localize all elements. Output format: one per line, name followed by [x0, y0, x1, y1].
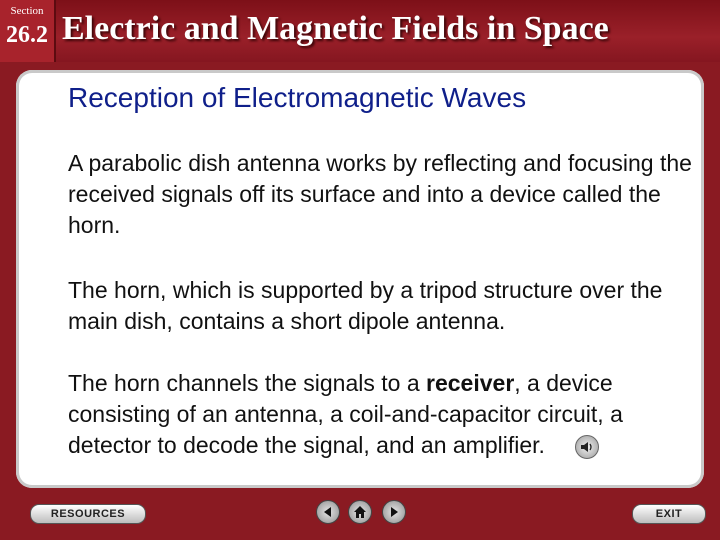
arrow-left-icon	[321, 505, 335, 519]
next-button[interactable]	[382, 500, 406, 524]
paragraph-3-text-before: The horn channels the signals to a	[68, 370, 427, 396]
paragraph-3-bold-term: receiver	[426, 370, 515, 396]
home-icon	[353, 505, 367, 519]
header-bar	[0, 0, 720, 62]
arrow-right-icon	[387, 505, 401, 519]
footer-bar	[0, 492, 720, 540]
home-button[interactable]	[348, 500, 372, 524]
section-label: Section	[10, 5, 44, 17]
resources-button[interactable]: RESOURCES	[30, 504, 146, 524]
previous-button[interactable]	[316, 500, 340, 524]
exit-button[interactable]: EXIT	[632, 504, 706, 524]
page-title: Electric and Magnetic Fields in Space	[62, 10, 609, 47]
paragraph-1: A parabolic dish antenna works by reflecting and focusing the received signals off its surface and into a device called the horn.	[68, 150, 692, 238]
content-panel	[16, 70, 704, 488]
speaker-icon[interactable]	[575, 435, 599, 459]
paragraph-3-text-after: , a device consisting of an antenna, a coil-and-capacitor circuit, a detector to decode the signal, and an amplifier.	[68, 370, 623, 458]
paragraph-3	[68, 368, 698, 461]
section-number: 26.2	[6, 22, 48, 48]
slide-subtitle: Reception of Electromagnetic Waves	[68, 82, 527, 113]
section-badge	[0, 0, 56, 62]
paragraph-2: The horn, which is supported by a tripod structure over the main dish, contains a short dipole antenna.	[68, 277, 663, 334]
